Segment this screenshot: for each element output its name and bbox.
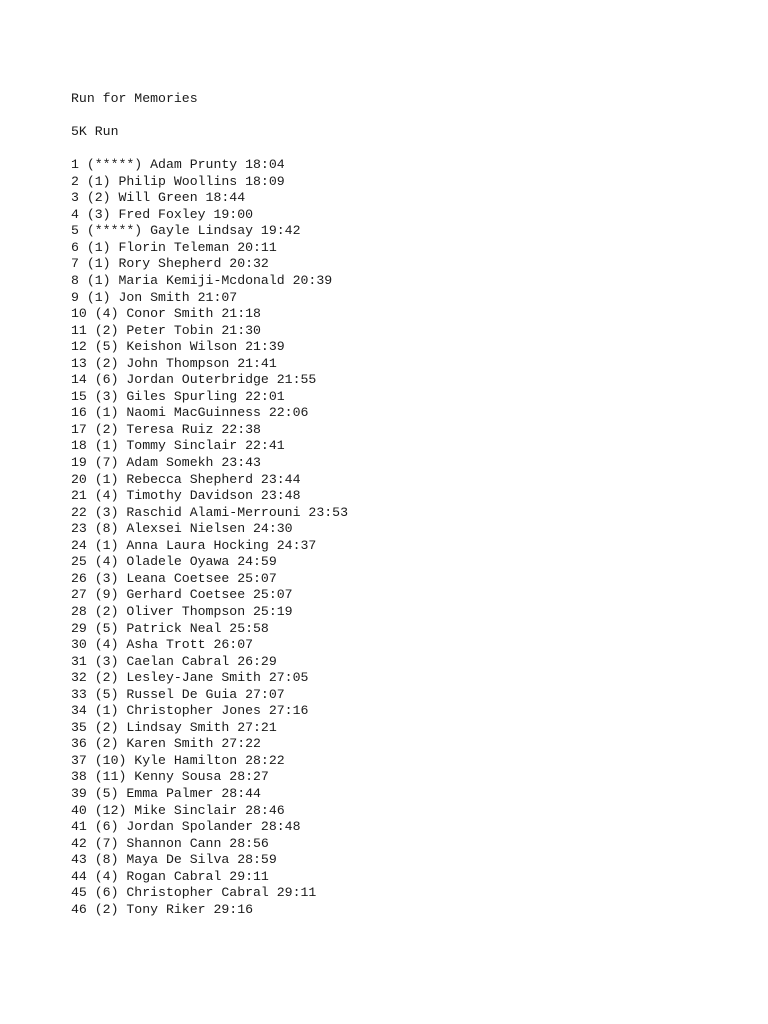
results-document <box>71 91 348 918</box>
race-name: 5K Run <box>71 124 119 140</box>
result-row: 29 (5) Patrick Neal 25:58 <box>71 620 269 636</box>
result-row: 15 (3) Giles Spurling 22:01 <box>71 388 285 404</box>
result-row: 23 (8) Alexsei Nielsen 24:30 <box>71 521 293 537</box>
result-row: 12 (5) Keishon Wilson 21:39 <box>71 339 285 355</box>
result-row: 39 (5) Emma Palmer 28:44 <box>71 785 261 801</box>
result-row: 30 (4) Asha Trott 26:07 <box>71 637 254 653</box>
result-row: 28 (2) Oliver Thompson 25:19 <box>71 603 293 619</box>
result-row: 34 (1) Christopher Jones 27:16 <box>71 703 309 719</box>
result-row: 10 (4) Conor Smith 21:18 <box>71 306 261 322</box>
result-row: 32 (2) Lesley-Jane Smith 27:05 <box>71 670 309 686</box>
result-row: 4 (3) Fred Foxley 19:00 <box>71 206 254 222</box>
result-row: 42 (7) Shannon Cann 28:56 <box>71 835 269 851</box>
result-row: 16 (1) Naomi MacGuinness 22:06 <box>71 405 309 421</box>
result-row: 22 (3) Raschid Alami-Merrouni 23:53 <box>71 504 348 520</box>
result-row: 25 (4) Oladele Oyawa 24:59 <box>71 554 277 570</box>
event-title: Run for Memories <box>71 91 198 106</box>
result-row: 6 (1) Florin Teleman 20:11 <box>71 239 277 255</box>
result-row: 5 (*****) Gayle Lindsay 19:42 <box>71 223 301 239</box>
result-row: 37 (10) Kyle Hamilton 28:22 <box>71 752 285 768</box>
result-row: 33 (5) Russel De Guia 27:07 <box>71 686 285 702</box>
result-row: 27 (9) Gerhard Coetsee 25:07 <box>71 587 293 603</box>
result-row: 8 (1) Maria Kemiji-Mcdonald 20:39 <box>71 273 333 289</box>
result-row: 17 (2) Teresa Ruiz 22:38 <box>71 421 261 437</box>
result-row: 26 (3) Leana Coetsee 25:07 <box>71 570 277 586</box>
result-row: 13 (2) John Thompson 21:41 <box>71 355 277 371</box>
result-row: 24 (1) Anna Laura Hocking 24:37 <box>71 537 317 553</box>
results-list <box>71 157 348 918</box>
result-row: 14 (6) Jordan Outerbridge 21:55 <box>71 372 317 388</box>
result-row: 20 (1) Rebecca Shepherd 23:44 <box>71 471 301 487</box>
result-row: 38 (11) Kenny Sousa 28:27 <box>71 769 269 785</box>
result-row: 18 (1) Tommy Sinclair 22:41 <box>71 438 285 454</box>
result-row: 45 (6) Christopher Cabral 29:11 <box>71 885 317 901</box>
result-row: 3 (2) Will Green 18:44 <box>71 190 246 206</box>
result-row: 1 (*****) Adam Prunty 18:04 <box>71 157 285 173</box>
result-row: 36 (2) Karen Smith 27:22 <box>71 736 261 752</box>
result-row: 7 (1) Rory Shepherd 20:32 <box>71 256 269 272</box>
result-row: 9 (1) Jon Smith 21:07 <box>71 289 238 305</box>
result-row: 11 (2) Peter Tobin 21:30 <box>71 322 261 338</box>
result-row: 43 (8) Maya De Silva 28:59 <box>71 852 277 868</box>
result-row: 40 (12) Mike Sinclair 28:46 <box>71 802 285 818</box>
result-row: 44 (4) Rogan Cabral 29:11 <box>71 868 269 884</box>
result-row: 31 (3) Caelan Cabral 26:29 <box>71 653 277 669</box>
result-row: 35 (2) Lindsay Smith 27:21 <box>71 719 277 735</box>
result-row: 21 (4) Timothy Davidson 23:48 <box>71 488 301 504</box>
result-row: 46 (2) Tony Riker 29:16 <box>71 901 254 917</box>
result-row: 19 (7) Adam Somekh 23:43 <box>71 455 261 471</box>
result-row: 2 (1) Philip Woollins 18:09 <box>71 173 285 189</box>
result-row: 41 (6) Jordan Spolander 28:48 <box>71 819 301 835</box>
